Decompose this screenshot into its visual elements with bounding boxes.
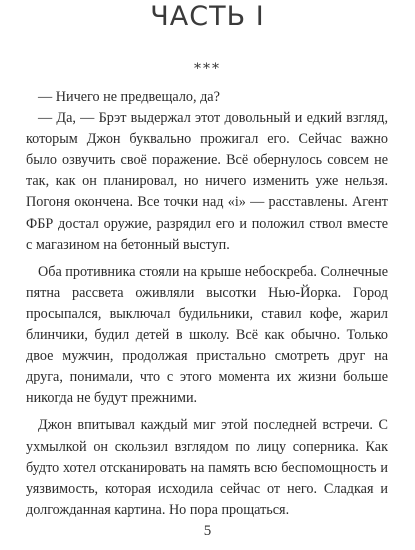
- paragraph: Джон впитывал каждый миг этой последней встречи. С ухмылкой он скользил взглядом по лицу соперника. Как будто хотел отсканировать на память всю беспомощность и уязвимость, которая исходила сейчас от него. Сладкая и долгожданная картина. Но пора прощаться.: [26, 417, 388, 518]
- body-text: [26, 87, 388, 521]
- paragraph: — Ничего не предвещало, да?: [38, 89, 220, 105]
- chapter-heading: ЧАСТЬ I: [150, 1, 265, 32]
- paragraph: — Да, — Брэт выдержал этот довольный и едкий взгляд, которым Джон буквально прожигал его. Сейчас важно было озвучить своё поражение. Всё обернулось совсем не так, как он планировал, но ничего изменить уже нельзя. Погоня окончена. Все точки над «i» — расставлены. Агент ФБР достал оружие, разрядил его и положил ствол вместе с магазином на бетонный выступ.: [26, 110, 388, 253]
- page-number: 5: [203, 523, 212, 539]
- paragraph: Оба противника стояли на крыше небоскреба. Солнечные пятна рассвета оживляли высотки Нью-Йорка. Город просыпался, выключал будильники, ставил кофе, жарил блинчики, будил детей в школу. Всё как обычно. Только двое мужчин, продолжая пристально смотреть друг на друга, понимали, что с этого момента их жизни больше никогда не будут прежними.: [26, 263, 388, 407]
- section-divider: ***: [194, 61, 221, 77]
